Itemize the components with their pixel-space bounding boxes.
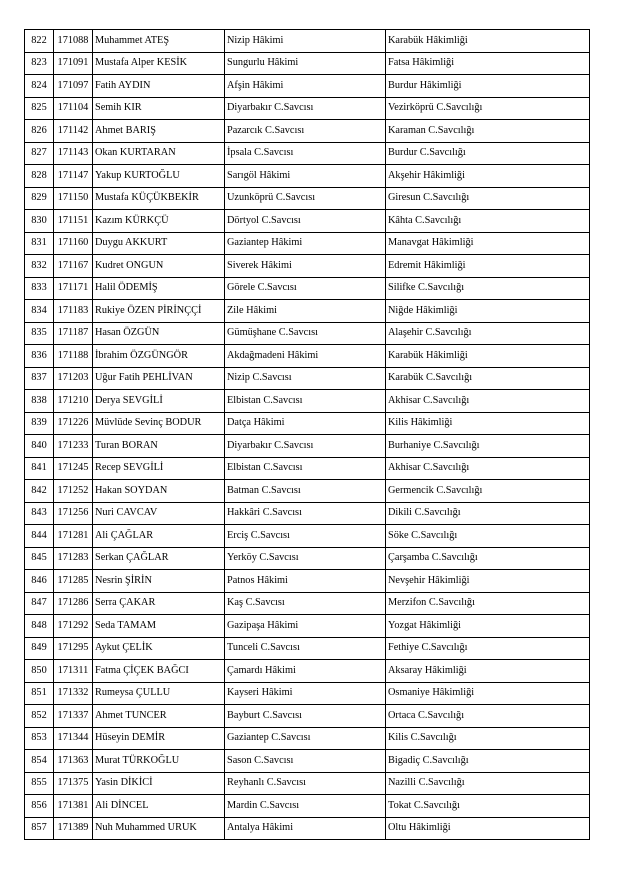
registry-number: 171311 <box>54 660 93 683</box>
registry-number: 171150 <box>54 187 93 210</box>
current-post: Sarıgöl Hâkimi <box>225 165 386 188</box>
table-row <box>25 187 590 210</box>
new-post: Oltu Hâkimliği <box>386 817 590 840</box>
table-row <box>25 52 590 75</box>
row-number: 833 <box>25 277 54 300</box>
current-post: Dörtyol C.Savcısı <box>225 210 386 233</box>
registry-number: 171363 <box>54 750 93 773</box>
registry-number: 171283 <box>54 547 93 570</box>
table-row <box>25 165 590 188</box>
current-post: Elbistan C.Savcısı <box>225 457 386 480</box>
registry-number: 171104 <box>54 97 93 120</box>
person-name: Hakan SOYDAN <box>93 480 225 503</box>
person-name: İbrahim ÖZGÜNGÖR <box>93 345 225 368</box>
current-post: Görele C.Savcısı <box>225 277 386 300</box>
row-number: 851 <box>25 682 54 705</box>
registry-number: 171151 <box>54 210 93 233</box>
person-name: Hasan ÖZGÜN <box>93 322 225 345</box>
current-post: Akdağmadeni Hâkimi <box>225 345 386 368</box>
person-name: Ali DİNCEL <box>93 795 225 818</box>
new-post: Burhaniye C.Savcılığı <box>386 435 590 458</box>
table-row <box>25 142 590 165</box>
current-post: Diyarbakır C.Savcısı <box>225 435 386 458</box>
row-number: 824 <box>25 75 54 98</box>
registry-number: 171332 <box>54 682 93 705</box>
current-post: Reyhanlı C.Savcısı <box>225 772 386 795</box>
table-row <box>25 435 590 458</box>
person-name: Muhammet ATEŞ <box>93 30 225 53</box>
registry-number: 171286 <box>54 592 93 615</box>
person-name: Müvlüde Sevinç BODUR <box>93 412 225 435</box>
person-name: Duygu AKKURT <box>93 232 225 255</box>
person-name: Turan BORAN <box>93 435 225 458</box>
row-number: 849 <box>25 637 54 660</box>
registry-number: 171337 <box>54 705 93 728</box>
registry-number: 171252 <box>54 480 93 503</box>
table-row <box>25 637 590 660</box>
registry-number: 171375 <box>54 772 93 795</box>
row-number: 844 <box>25 525 54 548</box>
person-name: Recep SEVGİLİ <box>93 457 225 480</box>
table-row <box>25 300 590 323</box>
new-post: Tokat C.Savcılığı <box>386 795 590 818</box>
registry-number: 171171 <box>54 277 93 300</box>
table-row <box>25 390 590 413</box>
person-name: Rukiye ÖZEN PİRİNÇÇİ <box>93 300 225 323</box>
person-name: Ahmet BARIŞ <box>93 120 225 143</box>
new-post: Burdur C.Savcılığı <box>386 142 590 165</box>
registry-number: 171187 <box>54 322 93 345</box>
current-post: Datça Hâkimi <box>225 412 386 435</box>
row-number: 837 <box>25 367 54 390</box>
table-row <box>25 772 590 795</box>
registry-number: 171245 <box>54 457 93 480</box>
table-row <box>25 210 590 233</box>
table-row <box>25 412 590 435</box>
registry-number: 171167 <box>54 255 93 278</box>
row-number: 825 <box>25 97 54 120</box>
person-name: Mustafa Alper KESİK <box>93 52 225 75</box>
row-number: 840 <box>25 435 54 458</box>
row-number: 838 <box>25 390 54 413</box>
registry-number: 171281 <box>54 525 93 548</box>
current-post: Sungurlu Hâkimi <box>225 52 386 75</box>
person-name: Yasin DİKİCİ <box>93 772 225 795</box>
current-post: İpsala C.Savcısı <box>225 142 386 165</box>
person-name: Nesrin ŞİRİN <box>93 570 225 593</box>
table-row <box>25 277 590 300</box>
table-row <box>25 30 590 53</box>
person-name: Fatma ÇİÇEK BAĞCI <box>93 660 225 683</box>
person-name: Serra ÇAKAR <box>93 592 225 615</box>
new-post: Giresun C.Savcılığı <box>386 187 590 210</box>
current-post: Gaziantep C.Savcısı <box>225 727 386 750</box>
current-post: Batman C.Savcısı <box>225 480 386 503</box>
person-name: Uğur Fatih PEHLİVAN <box>93 367 225 390</box>
table-row <box>25 480 590 503</box>
table-row <box>25 570 590 593</box>
row-number: 848 <box>25 615 54 638</box>
new-post: Akhisar C.Savcılığı <box>386 457 590 480</box>
table-row <box>25 615 590 638</box>
person-name: Hüseyin DEMİR <box>93 727 225 750</box>
person-name: Ahmet TUNCER <box>93 705 225 728</box>
row-number: 854 <box>25 750 54 773</box>
row-number: 822 <box>25 30 54 53</box>
table-row <box>25 682 590 705</box>
row-number: 827 <box>25 142 54 165</box>
row-number: 852 <box>25 705 54 728</box>
table-row <box>25 727 590 750</box>
row-number: 856 <box>25 795 54 818</box>
person-name: Serkan ÇAĞLAR <box>93 547 225 570</box>
registry-number: 171233 <box>54 435 93 458</box>
new-post: Aksaray Hâkimliği <box>386 660 590 683</box>
current-post: Gümüşhane C.Savcısı <box>225 322 386 345</box>
row-number: 836 <box>25 345 54 368</box>
new-post: Germencik C.Savcılığı <box>386 480 590 503</box>
row-number: 831 <box>25 232 54 255</box>
person-name: Rumeysa ÇULLU <box>93 682 225 705</box>
table-row <box>25 367 590 390</box>
row-number: 839 <box>25 412 54 435</box>
table-row <box>25 345 590 368</box>
new-post: Vezirköprü C.Savcılığı <box>386 97 590 120</box>
registry-number: 171091 <box>54 52 93 75</box>
current-post: Kaş C.Savcısı <box>225 592 386 615</box>
new-post: Çarşamba C.Savcılığı <box>386 547 590 570</box>
registry-number: 171295 <box>54 637 93 660</box>
person-name: Nuh Muhammed URUK <box>93 817 225 840</box>
new-post: Niğde Hâkimliği <box>386 300 590 323</box>
current-post: Afşin Hâkimi <box>225 75 386 98</box>
table-row <box>25 120 590 143</box>
registry-number: 171097 <box>54 75 93 98</box>
registry-number: 171226 <box>54 412 93 435</box>
row-number: 857 <box>25 817 54 840</box>
table-row <box>25 705 590 728</box>
registry-number: 171344 <box>54 727 93 750</box>
new-post: Edremit Hâkimliği <box>386 255 590 278</box>
new-post: Karaman C.Savcılığı <box>386 120 590 143</box>
current-post: Tunceli C.Savcısı <box>225 637 386 660</box>
appointment-table-body <box>25 30 590 840</box>
current-post: Nizip Hâkimi <box>225 30 386 53</box>
current-post: Siverek Hâkimi <box>225 255 386 278</box>
appointment-table <box>24 29 590 840</box>
new-post: Yozgat Hâkimliği <box>386 615 590 638</box>
current-post: Zile Hâkimi <box>225 300 386 323</box>
current-post: Gazipaşa Hâkimi <box>225 615 386 638</box>
new-post: Fatsa Hâkimliği <box>386 52 590 75</box>
new-post: Karabük Hâkimliği <box>386 345 590 368</box>
person-name: Okan KURTARAN <box>93 142 225 165</box>
registry-number: 171203 <box>54 367 93 390</box>
current-post: Hakkâri C.Savcısı <box>225 502 386 525</box>
table-row <box>25 817 590 840</box>
current-post: Elbistan C.Savcısı <box>225 390 386 413</box>
registry-number: 171183 <box>54 300 93 323</box>
registry-number: 171285 <box>54 570 93 593</box>
table-row <box>25 660 590 683</box>
row-number: 826 <box>25 120 54 143</box>
row-number: 850 <box>25 660 54 683</box>
current-post: Mardin C.Savcısı <box>225 795 386 818</box>
person-name: Semih KIR <box>93 97 225 120</box>
person-name: Nuri CAVCAV <box>93 502 225 525</box>
new-post: Merzifon C.Savcılığı <box>386 592 590 615</box>
table-row <box>25 457 590 480</box>
person-name: Halil ÖDEMİŞ <box>93 277 225 300</box>
table-row <box>25 547 590 570</box>
row-number: 841 <box>25 457 54 480</box>
person-name: Yakup KURTOĞLU <box>93 165 225 188</box>
row-number: 829 <box>25 187 54 210</box>
new-post: Dikili C.Savcılığı <box>386 502 590 525</box>
new-post: Söke C.Savcılığı <box>386 525 590 548</box>
person-name: Murat TÜRKOĞLU <box>93 750 225 773</box>
new-post: Bigadiç C.Savcılığı <box>386 750 590 773</box>
new-post: Burdur Hâkimliği <box>386 75 590 98</box>
current-post: Erciş C.Savcısı <box>225 525 386 548</box>
new-post: Fethiye C.Savcılığı <box>386 637 590 660</box>
registry-number: 171292 <box>54 615 93 638</box>
table-row <box>25 502 590 525</box>
table-row <box>25 232 590 255</box>
registry-number: 171088 <box>54 30 93 53</box>
new-post: Karabük C.Savcılığı <box>386 367 590 390</box>
current-post: Nizip C.Savcısı <box>225 367 386 390</box>
new-post: Manavgat Hâkimliği <box>386 232 590 255</box>
row-number: 834 <box>25 300 54 323</box>
current-post: Kayseri Hâkimi <box>225 682 386 705</box>
registry-number: 171188 <box>54 345 93 368</box>
person-name: Kazım KÜRKÇÜ <box>93 210 225 233</box>
table-row <box>25 97 590 120</box>
new-post: Osmaniye Hâkimliği <box>386 682 590 705</box>
registry-number: 171147 <box>54 165 93 188</box>
table-row <box>25 75 590 98</box>
new-post: Kilis C.Savcılığı <box>386 727 590 750</box>
table-row <box>25 795 590 818</box>
table-row <box>25 322 590 345</box>
new-post: Silifke C.Savcılığı <box>386 277 590 300</box>
new-post: Akhisar C.Savcılığı <box>386 390 590 413</box>
row-number: 828 <box>25 165 54 188</box>
row-number: 845 <box>25 547 54 570</box>
registry-number: 171381 <box>54 795 93 818</box>
current-post: Uzunköprü C.Savcısı <box>225 187 386 210</box>
current-post: Patnos Hâkimi <box>225 570 386 593</box>
row-number: 835 <box>25 322 54 345</box>
registry-number: 171142 <box>54 120 93 143</box>
table-row <box>25 750 590 773</box>
row-number: 823 <box>25 52 54 75</box>
current-post: Çamardı Hâkimi <box>225 660 386 683</box>
current-post: Antalya Hâkimi <box>225 817 386 840</box>
row-number: 846 <box>25 570 54 593</box>
row-number: 855 <box>25 772 54 795</box>
new-post: Kilis Hâkimliği <box>386 412 590 435</box>
new-post: Nevşehir Hâkimliği <box>386 570 590 593</box>
current-post: Yerköy C.Savcısı <box>225 547 386 570</box>
row-number: 832 <box>25 255 54 278</box>
registry-number: 171210 <box>54 390 93 413</box>
registry-number: 171389 <box>54 817 93 840</box>
registry-number: 171143 <box>54 142 93 165</box>
row-number: 853 <box>25 727 54 750</box>
current-post: Gaziantep Hâkimi <box>225 232 386 255</box>
person-name: Derya SEVGİLİ <box>93 390 225 413</box>
row-number: 842 <box>25 480 54 503</box>
new-post: Alaşehir C.Savcılığı <box>386 322 590 345</box>
new-post: Kâhta C.Savcılığı <box>386 210 590 233</box>
table-row <box>25 255 590 278</box>
row-number: 847 <box>25 592 54 615</box>
new-post: Ortaca C.Savcılığı <box>386 705 590 728</box>
new-post: Karabük Hâkimliği <box>386 30 590 53</box>
person-name: Kudret ONGUN <box>93 255 225 278</box>
registry-number: 171160 <box>54 232 93 255</box>
current-post: Bayburt C.Savcısı <box>225 705 386 728</box>
person-name: Ali ÇAĞLAR <box>93 525 225 548</box>
person-name: Fatih AYDIN <box>93 75 225 98</box>
person-name: Seda TAMAM <box>93 615 225 638</box>
person-name: Mustafa KÜÇÜKBEKİR <box>93 187 225 210</box>
current-post: Sason C.Savcısı <box>225 750 386 773</box>
table-row <box>25 592 590 615</box>
registry-number: 171256 <box>54 502 93 525</box>
table-row <box>25 525 590 548</box>
row-number: 843 <box>25 502 54 525</box>
new-post: Nazilli C.Savcılığı <box>386 772 590 795</box>
row-number: 830 <box>25 210 54 233</box>
person-name: Aykut ÇELİK <box>93 637 225 660</box>
current-post: Pazarcık C.Savcısı <box>225 120 386 143</box>
current-post: Diyarbakır C.Savcısı <box>225 97 386 120</box>
new-post: Akşehir Hâkimliği <box>386 165 590 188</box>
